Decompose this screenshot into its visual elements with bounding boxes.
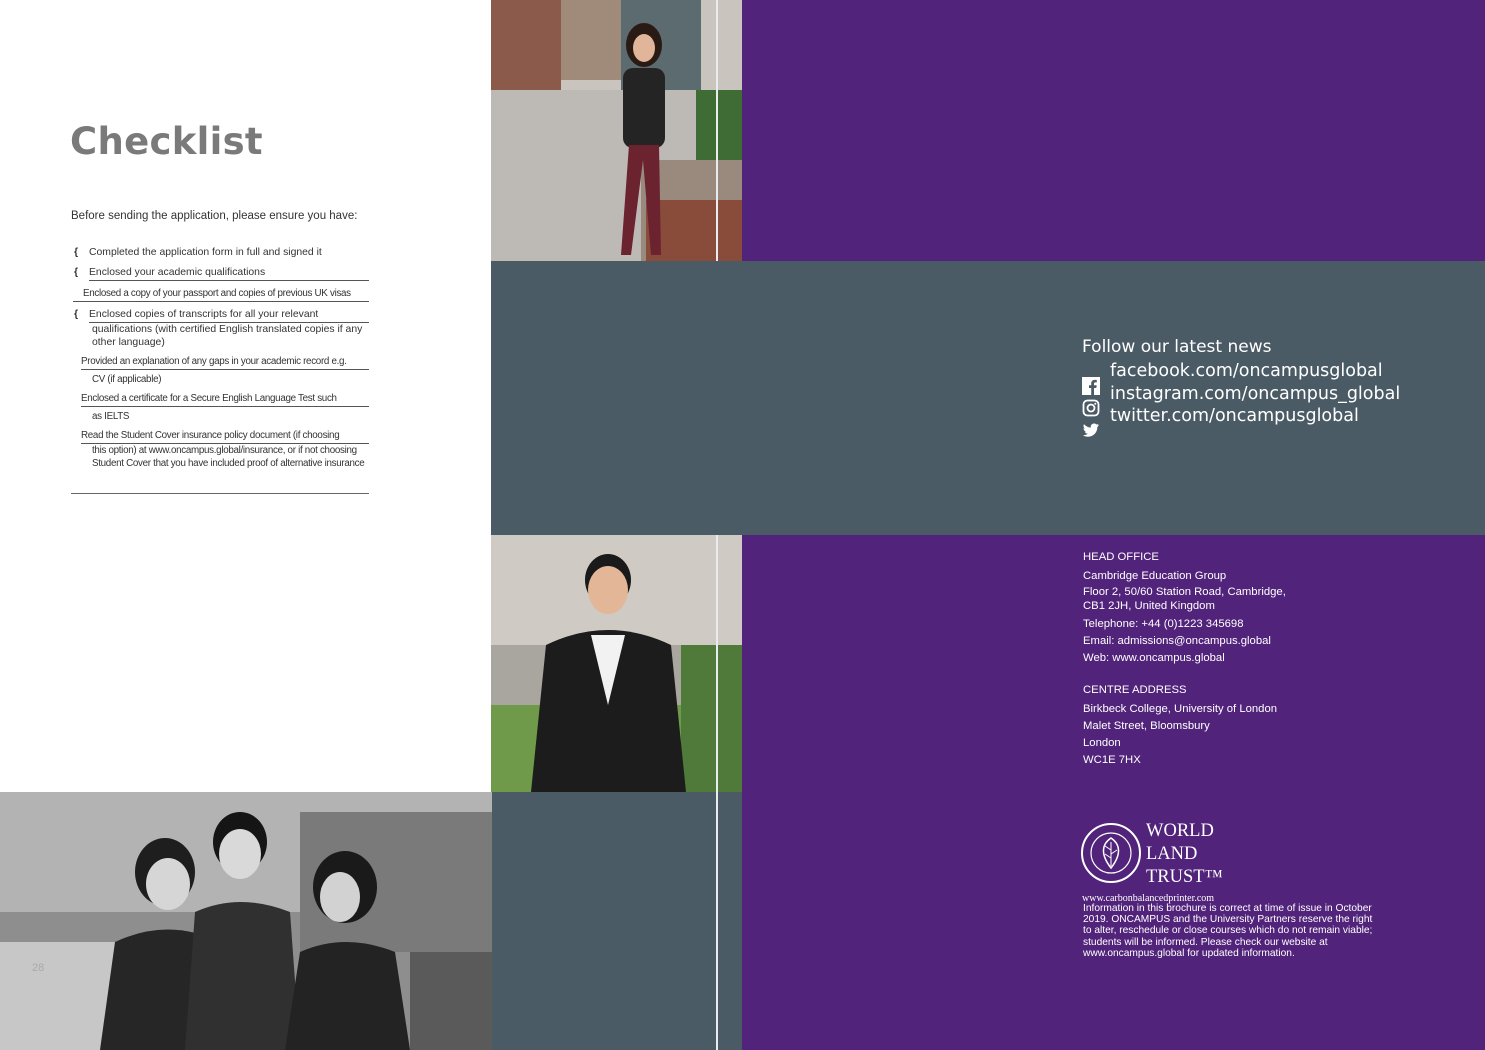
list-item: Enclosed a certificate for a Secure English Language Test such as IELTS bbox=[71, 392, 369, 423]
head-office-heading: HEAD OFFICE bbox=[1083, 551, 1159, 563]
address-line: Floor 2, 50/60 Station Road, Cambridge, bbox=[1083, 586, 1286, 598]
page-title: Checklist bbox=[70, 120, 263, 163]
social-section bbox=[1082, 337, 1400, 428]
email[interactable]: Email: admissions@oncampus.global bbox=[1083, 635, 1271, 647]
students-group-photo bbox=[0, 792, 492, 1050]
twitter-icon[interactable] bbox=[1082, 421, 1100, 439]
contact-info bbox=[1083, 549, 1286, 769]
student-photo-woman bbox=[491, 0, 742, 261]
printer-url[interactable]: www.carbonbalancedprinter.com bbox=[1082, 893, 1215, 904]
address-line: Birkbeck College, University of London bbox=[1083, 703, 1278, 715]
address-line: Cambridge Education Group bbox=[1083, 570, 1227, 582]
address-line: London bbox=[1083, 737, 1121, 749]
divider bbox=[71, 493, 369, 494]
instagram-link[interactable]: instagram.com/oncampus_global bbox=[1110, 383, 1401, 404]
logo-wordmark: WORLD LAND TRUST™ bbox=[1146, 821, 1223, 887]
address-line: Malet Street, Bloomsbury bbox=[1083, 720, 1210, 732]
list-item: { Completed the application form in full and signed it bbox=[74, 247, 322, 258]
address-line: CB1 2JH, United Kingdom bbox=[1083, 600, 1215, 612]
checklist bbox=[71, 246, 369, 470]
facebook-link[interactable]: facebook.com/oncampusglobal bbox=[1110, 361, 1383, 381]
centre-address-heading: CENTRE ADDRESS bbox=[1083, 684, 1187, 696]
social-icons bbox=[1082, 377, 1100, 443]
bullet-icon: { bbox=[74, 267, 79, 278]
bullet-icon: { bbox=[74, 309, 79, 320]
divider bbox=[716, 535, 718, 1050]
facebook-icon[interactable] bbox=[1082, 377, 1100, 395]
list-item: Read the Student Cover insurance policy document (if choosing this option) at www.oncampus.global/insurance, or if not choosing Student Cover that you have included proof of alternative insurance bbox=[71, 429, 369, 470]
checklist-intro: Before sending the application, please ensure you have: bbox=[71, 210, 358, 222]
twitter-link[interactable]: twitter.com/oncampusglobal bbox=[1110, 406, 1359, 426]
address-line: WC1E 7HX bbox=[1083, 754, 1141, 766]
list-item: Enclosed a copy of your passport and copies of previous UK visas bbox=[71, 287, 369, 302]
list-item: { Enclosed copies of transcripts for all your relevant qualifications (with certified English translated copies if any other language) bbox=[71, 308, 369, 349]
list-item: Provided an explanation of any gaps in your academic record e.g. CV (if applicable) bbox=[71, 355, 369, 386]
student-photo-man bbox=[491, 535, 742, 792]
slate-panel bbox=[491, 792, 742, 1050]
social-heading: Follow our latest news bbox=[1082, 337, 1272, 357]
instagram-icon[interactable] bbox=[1082, 399, 1100, 417]
telephone: Telephone: +44 (0)1223 345698 bbox=[1083, 618, 1244, 630]
page-number: 28 bbox=[32, 962, 45, 974]
disclaimer: Information in this brochure is correct at time of issue in October 2019. ONCAMPUS and the University Partners reserve the right to alter, reschedule or close courses which do not remain viable; students will be informed. Please check our website at www.oncampus.global for updated information. bbox=[1083, 903, 1373, 959]
website[interactable]: Web: www.oncampus.global bbox=[1083, 652, 1225, 664]
divider bbox=[716, 0, 718, 261]
world-land-trust-logo bbox=[1080, 820, 1223, 891]
bullet-icon: { bbox=[74, 247, 79, 258]
carbon-balanced-seal-icon bbox=[1080, 820, 1142, 886]
list-item: { Enclosed your academic qualifications bbox=[71, 266, 369, 281]
purple-panel bbox=[742, 0, 1485, 261]
